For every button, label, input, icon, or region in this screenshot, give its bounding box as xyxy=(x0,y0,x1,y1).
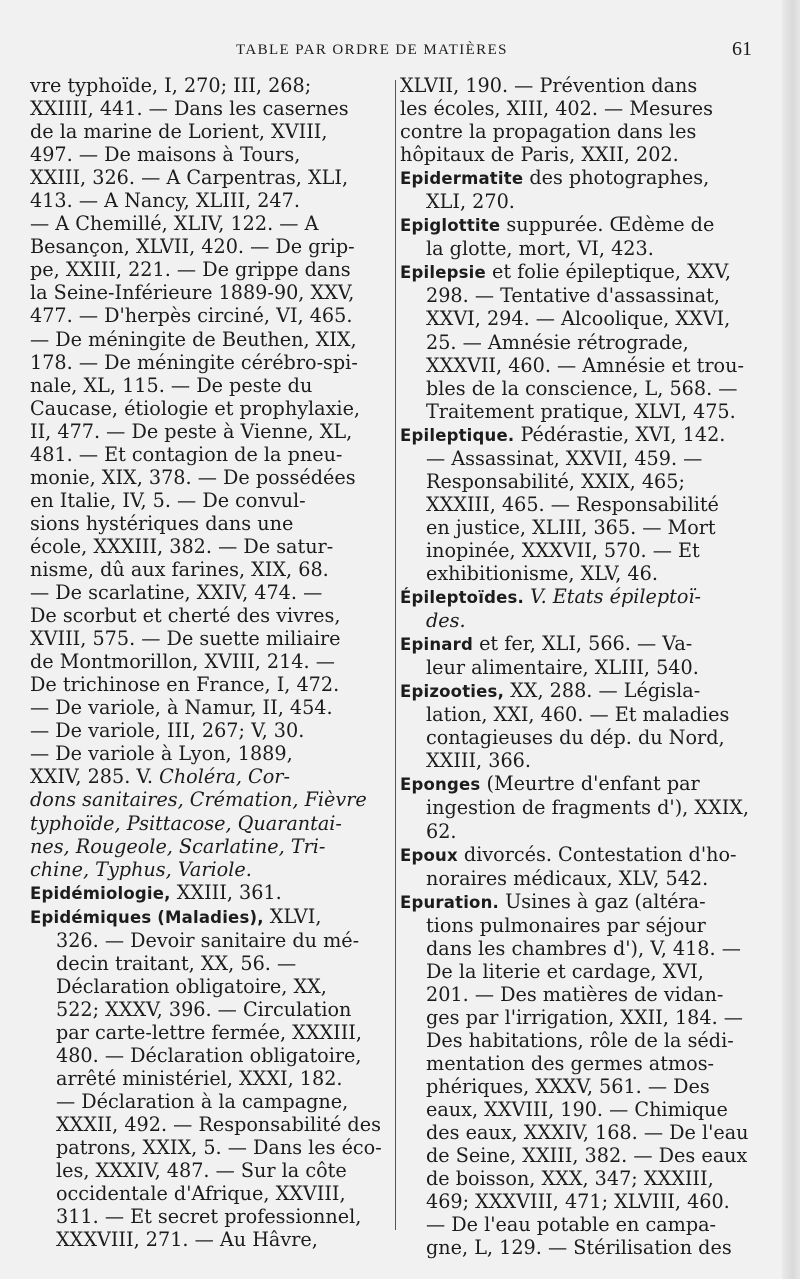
entry-line xyxy=(30,120,386,143)
entry-line xyxy=(30,189,386,212)
entry-line xyxy=(30,719,386,742)
entry-line xyxy=(400,656,750,679)
index-entry xyxy=(400,632,750,679)
entry-text: XXXVII, 460. — Amnésie et trou- xyxy=(426,353,744,377)
index-entry xyxy=(400,260,750,422)
entry-line xyxy=(30,742,386,765)
entry-text: Déclaration obligatoire, XX, xyxy=(56,974,327,998)
entry-text: XXIII, 326. — A Carpentras, XLI, xyxy=(30,166,349,190)
entry-line xyxy=(400,1029,750,1052)
entry-text: nale, XL, 115. — De peste du xyxy=(30,373,313,397)
entry-text: école, XXXIII, 382. — De satur- xyxy=(30,534,334,558)
entry-text: 298. — Tentative d'assassinat, xyxy=(426,284,720,308)
entry-text: les, XXXIV, 487. — Sur la côte xyxy=(56,1159,347,1183)
index-term: Epiglottite xyxy=(400,216,501,236)
entry-line xyxy=(30,1159,386,1182)
page-edge-shadow xyxy=(782,0,800,1279)
running-head: TABLE PAR ORDRE DE MATIÈRES xyxy=(236,42,508,58)
entry-line xyxy=(400,1121,750,1144)
entry-text: — De méningite de Beuthen, XIX, xyxy=(30,327,357,351)
entry-line xyxy=(400,867,750,890)
entry-text: — Déclaration à la campagne, xyxy=(56,1090,349,1114)
cross-reference: Choléra, Cor- xyxy=(159,765,290,789)
entry-line xyxy=(400,331,750,354)
entry-text: — De l'eau potable en campa- xyxy=(426,1213,717,1237)
entry-line xyxy=(400,447,750,470)
entry-text: eaux, XXVIII, 190. — Chimique xyxy=(426,1098,728,1122)
entry-line xyxy=(400,1167,750,1190)
entry-text: la Seine-Inférieure 1889-90, XXV, xyxy=(30,281,355,305)
entry-line xyxy=(400,120,750,143)
entry-text: inopinée, XXXVII, 570. — Et xyxy=(426,538,700,562)
entry-line xyxy=(400,843,750,867)
entry-text: patrons, XXIX, 5. — Dans les éco- xyxy=(56,1136,382,1160)
entry-line xyxy=(30,673,386,696)
entry-line xyxy=(400,213,750,237)
entry-line xyxy=(400,354,750,377)
entry-text: XXIIII, 441. — Dans les casernes xyxy=(30,97,349,121)
index-entry xyxy=(400,772,750,842)
entry-line xyxy=(30,397,386,420)
entry-text: II, 477. — De peste à Vienne, XL, xyxy=(30,419,353,443)
entry-text: la glotte, mort, VI, 423. xyxy=(426,237,654,261)
entry-line xyxy=(400,820,750,843)
entry-line xyxy=(30,1205,386,1228)
index-entry xyxy=(400,890,750,1260)
index-term: Epinard xyxy=(400,635,473,655)
entry-text: 311. — Et secret professionnel, xyxy=(56,1205,362,1229)
entry-text: XXIV, 285. xyxy=(30,765,131,789)
entry-text: chine, Typhus, Variole. xyxy=(30,857,252,881)
index-entry xyxy=(30,881,386,905)
entry-line xyxy=(30,835,386,858)
entry-line xyxy=(400,796,750,819)
entry-text: de boisson, XXX, 347; XXXIII, xyxy=(426,1167,714,1191)
index-entry xyxy=(30,74,386,881)
entry-line xyxy=(400,703,750,726)
entry-line xyxy=(400,74,750,97)
entry-line xyxy=(30,881,386,905)
entry-line xyxy=(30,97,386,120)
entry-text: 413. — A Nancy, XLIII, 247. xyxy=(30,189,300,213)
entry-text: exhibitionisme, XLV, 46. xyxy=(426,561,658,585)
entry-line xyxy=(30,143,386,166)
column-divider xyxy=(395,80,396,1230)
entry-text: XXIII, 361. xyxy=(170,880,282,904)
entry-line xyxy=(30,1044,386,1067)
entry-line xyxy=(30,1113,386,1136)
entry-line xyxy=(30,466,386,489)
entry-line xyxy=(30,1182,386,1205)
index-term: Epileptique. xyxy=(400,425,515,445)
entry-line xyxy=(400,1236,750,1259)
see-also-marker: V. xyxy=(130,765,160,789)
index-entry xyxy=(400,74,750,166)
entry-text: 469; XXXVIII, 471; XLVIII, 460. xyxy=(426,1190,730,1214)
page-number: 61 xyxy=(732,38,752,60)
entry-text: de Seine, XXIII, 382. — Des eaux xyxy=(426,1144,748,1168)
index-term: Epidémiques (Maladies), xyxy=(30,907,264,927)
entry-text: Usines à gaz (altéra- xyxy=(499,889,706,913)
entry-text: de la marine de Lorient, XVIII, xyxy=(30,120,328,144)
entry-line xyxy=(400,749,750,772)
entry-line xyxy=(400,890,750,914)
entry-text: noraires médicaux, XLV, 542. xyxy=(426,866,709,890)
entry-line xyxy=(400,1190,750,1213)
entry-text: XX, 288. — Législa- xyxy=(504,679,701,703)
entry-line xyxy=(400,914,750,937)
entry-text: XXXVIII, 271. — Au Hâvre, xyxy=(56,1228,318,1252)
entry-text: 201. — Des matières de vidan- xyxy=(426,982,724,1006)
index-term: Epuration. xyxy=(400,892,499,912)
entry-text: Traitement pratique, XLVI, 475. xyxy=(426,399,736,423)
entry-text: des photographes, xyxy=(523,166,710,190)
entry-text: bles de la conscience, L, 568. — xyxy=(426,376,738,400)
entry-line xyxy=(30,420,386,443)
index-term: Epidermatite xyxy=(400,169,524,189)
entry-line xyxy=(400,937,750,960)
index-term: Epizooties, xyxy=(400,682,505,702)
entry-line xyxy=(30,166,386,189)
entry-line xyxy=(30,1228,386,1251)
entry-text: gne, L, 129. — Stérilisation des xyxy=(426,1236,732,1260)
entry-text: suppurée. Œdème de xyxy=(500,213,715,237)
entry-text: — De variole, III, 267; V, 30. xyxy=(30,719,305,743)
entry-line xyxy=(400,539,750,562)
entry-line xyxy=(30,998,386,1021)
entry-text: en justice, XLIII, 365. — Mort xyxy=(426,515,716,539)
entry-line xyxy=(30,281,386,304)
entry-line xyxy=(400,493,750,516)
entry-line xyxy=(400,1213,750,1236)
entry-text: divorcés. Contestation d'ho- xyxy=(457,842,737,866)
entry-line xyxy=(30,1136,386,1159)
entry-text: De la literie et cardage, XVI, xyxy=(426,959,704,983)
entry-line xyxy=(30,650,386,673)
entry-line xyxy=(30,765,386,788)
entry-line xyxy=(30,212,386,235)
entry-text: vre typhoïde, I, 270; III, 268; xyxy=(30,74,312,97)
entry-line xyxy=(30,604,386,627)
entry-text: contre la propagation dans les xyxy=(400,120,697,144)
entry-line xyxy=(400,97,750,120)
entry-line xyxy=(400,377,750,400)
entry-text: 481. — Et contagion de la pneu- xyxy=(30,442,343,466)
entry-line xyxy=(400,284,750,307)
entry-line xyxy=(30,443,386,466)
entry-text: 62. xyxy=(426,819,457,843)
entry-text: 326. — Devoir sanitaire du mé- xyxy=(56,928,360,952)
entry-line xyxy=(30,1021,386,1044)
entry-line xyxy=(30,535,386,558)
entry-line xyxy=(30,489,386,512)
entry-text: dons sanitaires, Crémation, Fièvre xyxy=(30,788,367,812)
entry-line xyxy=(400,470,750,493)
page-header xyxy=(0,36,800,66)
entry-line xyxy=(400,679,750,703)
left-column xyxy=(30,74,386,1251)
entry-text: ges par l'irrigation, XXII, 184. — xyxy=(426,1005,743,1029)
entry-line xyxy=(30,975,386,998)
index-entry xyxy=(400,679,750,772)
entry-text: lation, XXI, 460. — Et maladies xyxy=(426,703,730,727)
entry-text: XXIII, 366. xyxy=(426,749,531,773)
entry-line xyxy=(30,374,386,397)
entry-text: occidentale d'Afrique, XXVIII, xyxy=(56,1182,346,1206)
entry-text: Des habitations, rôle de la sédi- xyxy=(426,1028,734,1052)
entry-text: dans les chambres d'), V, 418. — xyxy=(426,936,741,960)
entry-text: hôpitaux de Paris, XXII, 202. xyxy=(400,143,679,167)
entry-text: XXVI, 294. — Alcoolique, XXVI, xyxy=(426,307,731,331)
entry-text: par carte-lettre fermée, XXXIII, xyxy=(56,1020,362,1044)
entry-line xyxy=(400,143,750,166)
entry-text: XLVII, 190. — Prévention dans xyxy=(400,74,698,97)
entry-line xyxy=(30,952,386,975)
entry-text: — De variole à Lyon, 1889, xyxy=(30,742,293,766)
entry-line xyxy=(30,1067,386,1090)
entry-text: et folie épileptique, XXV, xyxy=(485,260,732,284)
entry-line xyxy=(30,1090,386,1113)
entry-text: 522; XXXV, 396. — Circulation xyxy=(56,997,352,1021)
entry-text: De trichinose en France, I, 472. xyxy=(30,673,340,697)
index-entry xyxy=(30,905,386,1252)
entry-line xyxy=(30,304,386,327)
entry-line xyxy=(400,516,750,539)
index-entry xyxy=(400,213,750,260)
entry-text: — De scarlatine, XXIV, 474. — xyxy=(30,581,323,605)
index-term: Epilepsie xyxy=(400,263,486,283)
entry-line xyxy=(400,190,750,213)
entry-text: Caucase, étiologie et prophylaxie, xyxy=(30,396,361,420)
entry-text: 480. — Déclaration obligatoire, xyxy=(56,1043,362,1067)
entry-text: — A Chemillé, XLIV, 122. — A xyxy=(30,212,319,236)
entry-text: 25. — Amnésie rétrograde, xyxy=(426,330,689,354)
entry-text: contagieuses du dép. du Nord, xyxy=(426,726,725,750)
entry-text: typhoïde, Psittacose, Quarantai- xyxy=(30,811,342,835)
entry-line xyxy=(30,558,386,581)
entry-line xyxy=(400,632,750,656)
entry-line xyxy=(30,258,386,281)
index-term: Épileptoïdes. xyxy=(400,588,524,608)
entry-text: Pédérastie, XVI, 142. xyxy=(514,422,726,446)
entry-text: XVIII, 575. — De suette miliaire xyxy=(30,627,341,651)
entry-line xyxy=(30,627,386,650)
entry-text: nisme, dû aux farines, XIX, 68. xyxy=(30,557,329,581)
entry-line xyxy=(30,581,386,604)
entry-text: nes, Rougeole, Scarlatine, Tri- xyxy=(30,834,326,858)
entry-line xyxy=(400,562,750,585)
entry-line xyxy=(400,400,750,423)
entry-line xyxy=(400,1144,750,1167)
entry-line xyxy=(400,772,750,796)
entry-text: phériques, XXXV, 561. — Des xyxy=(426,1075,710,1099)
index-term: Epidémiologie, xyxy=(30,883,171,903)
entry-text: (Meurtre d'enfant par xyxy=(480,772,700,796)
entry-line xyxy=(400,307,750,330)
entry-text: monie, XIX, 378. — De possédées xyxy=(30,465,356,489)
entry-line xyxy=(400,1098,750,1121)
entry-line xyxy=(400,1052,750,1075)
entry-text: sions hystériques dans une xyxy=(30,511,294,535)
entry-text: XXXII, 492. — Responsabilité des xyxy=(56,1113,381,1137)
entry-line xyxy=(30,328,386,351)
entry-text: XLVI, xyxy=(263,904,322,928)
entry-text: decin traitant, XX, 56. — xyxy=(56,951,297,975)
entry-text: arrêté ministériel, XXXI, 182. xyxy=(56,1067,343,1091)
index-entry xyxy=(400,843,750,890)
entry-text: — De variole, à Namur, II, 454. xyxy=(30,696,333,720)
entry-text: XLI, 270. xyxy=(426,190,515,214)
entry-text: et fer, XLI, 566. — Va- xyxy=(472,632,693,656)
entry-text: en Italie, IV, 5. — De convul- xyxy=(30,488,306,512)
entry-text: pe, XXIII, 221. — De grippe dans xyxy=(30,258,351,282)
entry-line xyxy=(30,696,386,719)
entry-line xyxy=(30,788,386,811)
entry-line xyxy=(30,235,386,258)
entry-text: de Montmorillon, XVIII, 214. — xyxy=(30,650,335,674)
entry-text: 477. — D'herpès circiné, VI, 465. xyxy=(30,304,353,328)
entry-line xyxy=(400,960,750,983)
entry-text: 497. — De maisons à Tours, xyxy=(30,143,301,167)
entry-text: tions pulmonaires par séjour xyxy=(426,913,706,937)
index-term: Eponges xyxy=(400,775,481,795)
entry-text: ingestion de fragments d'), XXIX, xyxy=(426,796,750,820)
entry-line xyxy=(30,929,386,952)
entry-line xyxy=(30,74,386,97)
entry-text: mentation des germes atmos- xyxy=(426,1051,715,1075)
entry-line xyxy=(400,237,750,260)
entry-line xyxy=(400,1006,750,1029)
entry-line xyxy=(400,726,750,749)
entry-text: — Assassinat, XXVII, 459. — xyxy=(426,446,703,470)
entry-line xyxy=(400,585,750,609)
index-entry xyxy=(400,423,750,585)
entry-text: De scorbut et cherté des vivres, xyxy=(30,604,341,628)
entry-line xyxy=(400,423,750,447)
entry-text: des eaux, XXXIV, 168. — De l'eau xyxy=(426,1121,749,1145)
entry-line xyxy=(400,166,750,190)
entry-text: leur alimentaire, XLIII, 540. xyxy=(426,656,699,680)
entry-line xyxy=(30,512,386,535)
entry-text: Responsabilité, XXIX, 465; xyxy=(426,469,685,493)
index-entry xyxy=(400,166,750,213)
entry-text: les écoles, XIII, 402. — Mesures xyxy=(400,97,713,121)
cross-reference: V. Etats épileptoï- xyxy=(530,585,702,609)
cross-reference: des. xyxy=(426,609,466,633)
right-column xyxy=(400,74,750,1259)
entry-line xyxy=(30,858,386,881)
entry-line xyxy=(30,351,386,374)
entry-text: 178. — De méningite cérébro-spi- xyxy=(30,350,358,374)
entry-line xyxy=(30,905,386,929)
index-term: Epoux xyxy=(400,845,458,865)
index-entry xyxy=(400,585,750,632)
entry-text: XXXIII, 465. — Responsabilité xyxy=(426,492,719,516)
entry-line xyxy=(30,812,386,835)
entry-line xyxy=(400,260,750,284)
entry-line xyxy=(400,1075,750,1098)
entry-text: Besançon, XLVII, 420. — De grip- xyxy=(30,235,355,259)
entry-line xyxy=(400,983,750,1006)
